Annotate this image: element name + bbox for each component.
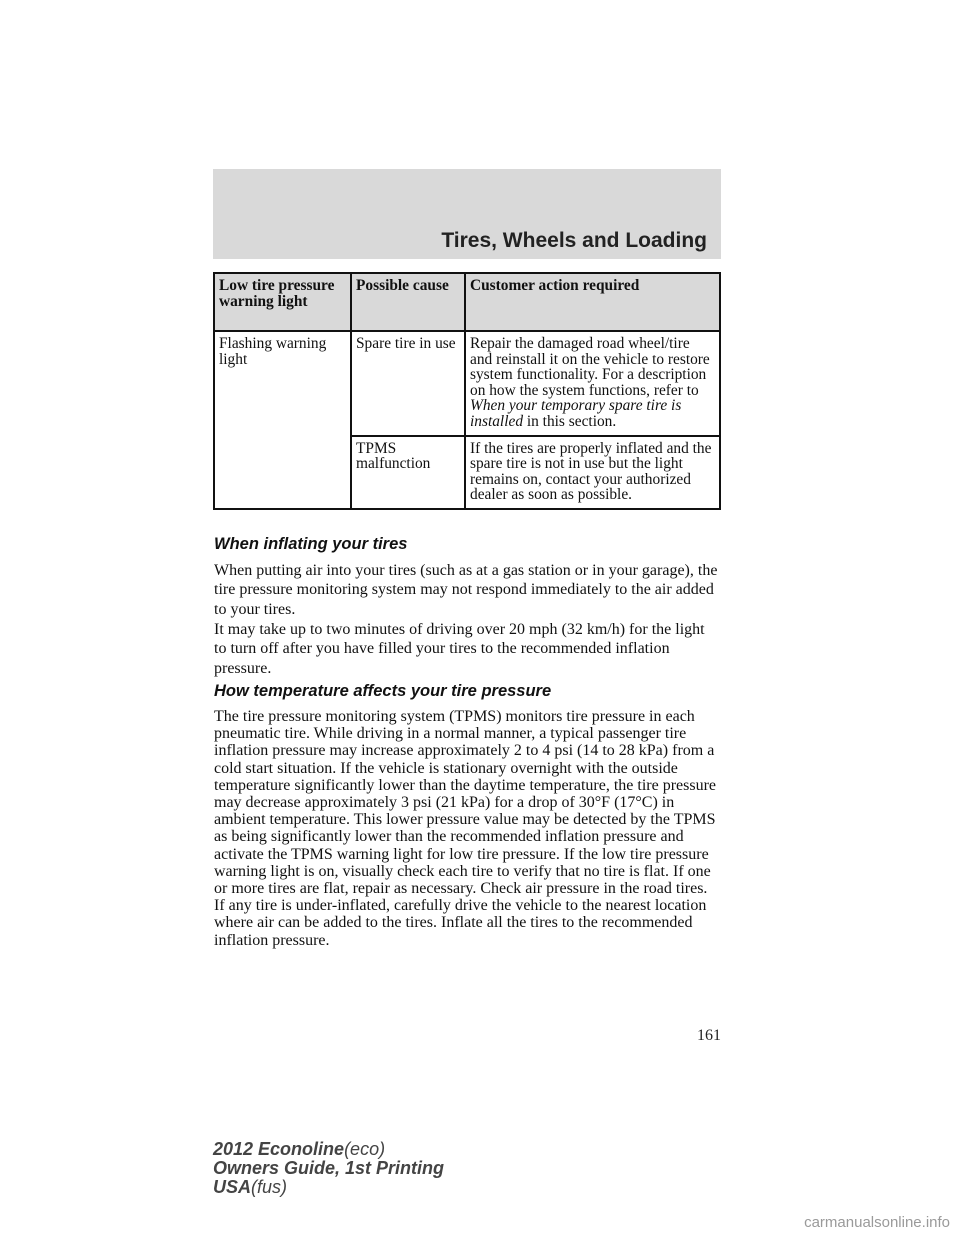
table-header-row bbox=[214, 273, 720, 331]
body-paragraph: It may take up to two minutes of driving over 20 mph (32 km/h) for the light to turn off after you have filled your tires to the recommended inflation pressure. bbox=[214, 621, 705, 677]
action-cell: If the tires are properly inflated and the spare tire is not in use but the light remains on, contact your authorized dealer as soon as possible. bbox=[465, 436, 720, 509]
action-suffix: in this section. bbox=[523, 412, 617, 430]
section-heading: How temperature affects your tire pressure bbox=[214, 682, 552, 700]
watermark: carmanualsonline.info bbox=[804, 1214, 950, 1231]
document-footer bbox=[213, 1140, 444, 1197]
action-cell bbox=[465, 331, 720, 436]
tpms-warning-table bbox=[213, 272, 721, 510]
page-number: 161 bbox=[697, 1027, 721, 1044]
footer-line-2: Owners Guide, 1st Printing bbox=[213, 1158, 445, 1178]
action-reference: When your temporary spare tire is installed bbox=[470, 397, 682, 430]
column-header-light: Low tire pressure warning light bbox=[214, 273, 351, 331]
action-text: Repair the damaged road wheel/tire and reinstall it on the vehicle to restore system functionality. For a description on how the system functions, refer to bbox=[470, 335, 710, 399]
table-row bbox=[214, 331, 720, 436]
section-heading: When inflating your tires bbox=[214, 535, 408, 553]
body-paragraph: The tire pressure monitoring system (TPMS) monitors tire pressure in each pneumatic tire. While driving in a normal manner, a typical passenger tire inflation pressure may increase approximately 2 to 4 psi (14 to 28 kPa) from a cold start situation. If the vehicle is stationary overnight with the outside temperature significantly lower than the daytime temperature, the tire pressure may decrease approximately 3 psi (21 kPa) for a drop of 30°F (17°C) in ambient temperature. This lower pressure value may be detected by the TPMS as being significantly lower than the recommended inflation pressure and activate the TPMS warning light for low tire pressure. If the low tire pressure warning light is on, visually check each tire to verify that no tire is flat. If one or more tires are flat, repair as necessary. Check air pressure in the road tires. If any tire is under-inflated, carefully drive the vehicle to the nearest location where air can be added to the tires. Inflate all the tires to the recommended inflation pressure. bbox=[214, 708, 717, 949]
column-header-action: Customer action required bbox=[465, 273, 720, 331]
body-paragraph: When putting air into your tires (such as at a gas station or in your garage), the tire pressure monitoring system may not respond immediately to the air added to your tires. bbox=[214, 562, 718, 618]
column-header-cause: Possible cause bbox=[351, 273, 465, 331]
footer-line-1: 2012 Econoline(eco) bbox=[213, 1139, 386, 1159]
section-title: Tires, Wheels and Loading bbox=[441, 229, 707, 252]
cause-cell: TPMS malfunction bbox=[351, 436, 465, 509]
cause-cell: Spare tire in use bbox=[351, 331, 465, 436]
footer-line-3: USA(fus) bbox=[213, 1177, 288, 1197]
warning-light-cell: Flashing warning light bbox=[214, 331, 351, 509]
